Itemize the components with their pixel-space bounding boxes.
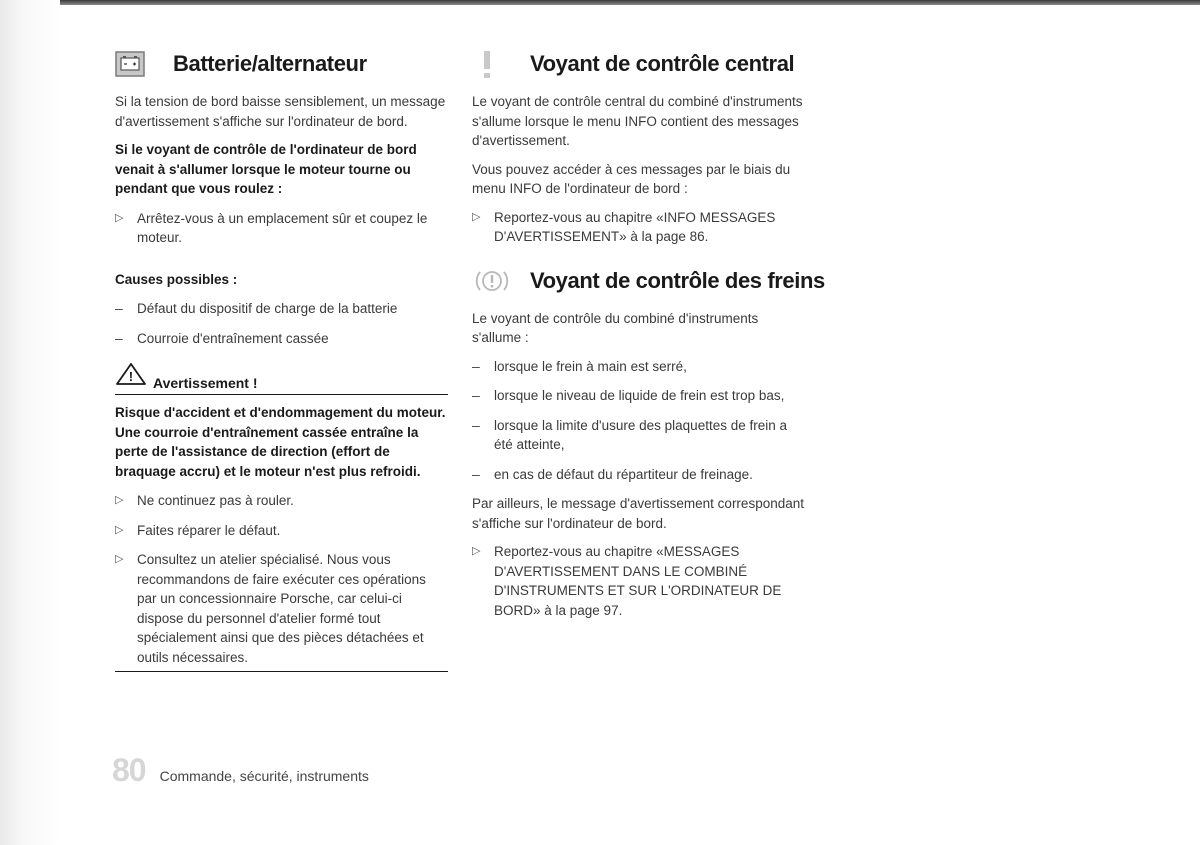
list-item bbox=[115, 299, 448, 319]
triangle-bullet-icon: ▷ bbox=[115, 523, 124, 536]
footer-section-name: Commande, sécurité, instruments bbox=[159, 768, 369, 784]
brakes-paragraph-2: Par ailleurs, le message d'avertissement correspondant s'affiche sur l'ordinateur de bord. bbox=[472, 496, 804, 531]
section-title-brakes: Voyant de contrôle des freins bbox=[530, 267, 825, 293]
page-top-edge bbox=[0, 0, 1200, 5]
cause-item: Courroie d'entraînement cassée bbox=[137, 330, 329, 346]
triangle-bullet-icon: ▷ bbox=[115, 211, 124, 224]
battery-intro: Si la tension de bord baisse sensiblement, un message d'avertissement s'affiche sur l'ordinateur de bord. bbox=[115, 94, 446, 129]
svg-text:!: ! bbox=[128, 369, 134, 384]
warning-end-rule bbox=[115, 671, 448, 672]
warning-text: Risque d'accident et d'endommagement du moteur. Une courroie d'entraînement cassée entraîne la perte de l'assistance de direction (effort de braquage accru) et le moteur n'est plus refroidi. bbox=[115, 405, 446, 479]
list-item bbox=[115, 521, 448, 541]
list-item bbox=[472, 357, 808, 377]
warning-heading bbox=[115, 362, 448, 395]
dash-bullet: – bbox=[472, 387, 480, 403]
list-item bbox=[115, 209, 448, 248]
exclamation-icon bbox=[472, 46, 512, 82]
list-item bbox=[472, 386, 808, 406]
dash-bullet: – bbox=[115, 300, 123, 316]
page-binding-shadow bbox=[0, 0, 60, 845]
page-footer bbox=[112, 752, 369, 789]
section-title-central: Voyant de contrôle central bbox=[530, 51, 795, 76]
central-paragraph-1: Le voyant de contrôle central du combiné d'instruments s'allume lorsque le menu INFO contient des messages d'avertissement. bbox=[472, 94, 803, 148]
warning-triangle-icon bbox=[115, 362, 149, 391]
warning-action: Faites réparer le défaut. bbox=[137, 522, 281, 538]
triangle-bullet-icon: ▷ bbox=[115, 553, 124, 565]
central-action: Reportez-vous au chapitre «INFO MESSAGES D'AVERTISSEMENT» à la page 86. bbox=[494, 209, 776, 244]
battery-icon bbox=[115, 46, 155, 82]
triangle-bullet-icon: ▷ bbox=[115, 494, 124, 506]
section-heading-central bbox=[472, 40, 808, 88]
warning-action: Consultez un atelier spécialisé. Nous vous recommandons de faire exécuter ces opérations par un concessionnaire Porsche, car celui-ci dispose du personnel d'atelier formé tout spécialement ainsi que des pièces détachées et outils nécessaires. bbox=[137, 552, 426, 665]
dash-bullet: – bbox=[472, 465, 480, 482]
list-item bbox=[472, 465, 808, 485]
brake-condition: lorsque le niveau de liquide de frein est trop bas, bbox=[494, 388, 785, 403]
dash-bullet: – bbox=[115, 329, 123, 346]
page-number: 80 bbox=[112, 752, 146, 788]
section-heading-battery bbox=[115, 40, 448, 88]
dash-bullet: – bbox=[472, 357, 480, 374]
section-heading-brakes bbox=[472, 257, 825, 305]
dash-bullet: – bbox=[472, 416, 480, 433]
triangle-bullet-icon: ▷ bbox=[472, 545, 481, 557]
brake-condition: lorsque le frein à main est serré, bbox=[494, 358, 687, 374]
warning-title: Avertissement ! bbox=[153, 375, 258, 391]
brakes-action: Reportez-vous au chapitre «MESSAGES D'AVERTISSEMENT DANS LE COMBINÉ D'INSTRUMENTS ET SUR L'ORDINATEUR DE BORD» à la page 97. bbox=[494, 544, 782, 618]
brake-condition: lorsque la limite d'usure des plaquettes de frein a été atteinte, bbox=[494, 417, 787, 452]
cause-item: Défaut du dispositif de charge de la batterie bbox=[137, 301, 398, 316]
battery-action-1: Arrêtez-vous à un emplacement sûr et coupez le moteur. bbox=[137, 210, 428, 245]
list-item bbox=[115, 329, 448, 349]
right-column bbox=[472, 40, 825, 630]
list-item bbox=[115, 550, 448, 667]
brake-warning-icon bbox=[472, 263, 512, 299]
triangle-bullet-icon: ▷ bbox=[472, 210, 481, 223]
list-item bbox=[115, 491, 448, 511]
warning-action: Ne continuez pas à rouler. bbox=[137, 493, 294, 508]
central-paragraph-2: Vous pouvez accéder à ces messages par le biais du menu INFO de l'ordinateur de bord : bbox=[472, 161, 791, 196]
brake-condition: en cas de défaut du répartiteur de freinage. bbox=[494, 466, 753, 482]
section-title-battery: Batterie/alternateur bbox=[173, 51, 367, 76]
left-column bbox=[115, 40, 448, 672]
causes-title: Causes possibles : bbox=[115, 271, 238, 287]
list-item bbox=[472, 208, 808, 247]
battery-bold-instruction: Si le voyant de contrôle de l'ordinateur de bord venait à s'allumer lorsque le moteur tourne ou pendant que vous roulez : bbox=[115, 142, 417, 196]
list-item bbox=[472, 416, 808, 455]
brakes-intro: Le voyant de contrôle du combiné d'instruments s'allume : bbox=[472, 310, 759, 345]
list-item bbox=[472, 542, 808, 620]
